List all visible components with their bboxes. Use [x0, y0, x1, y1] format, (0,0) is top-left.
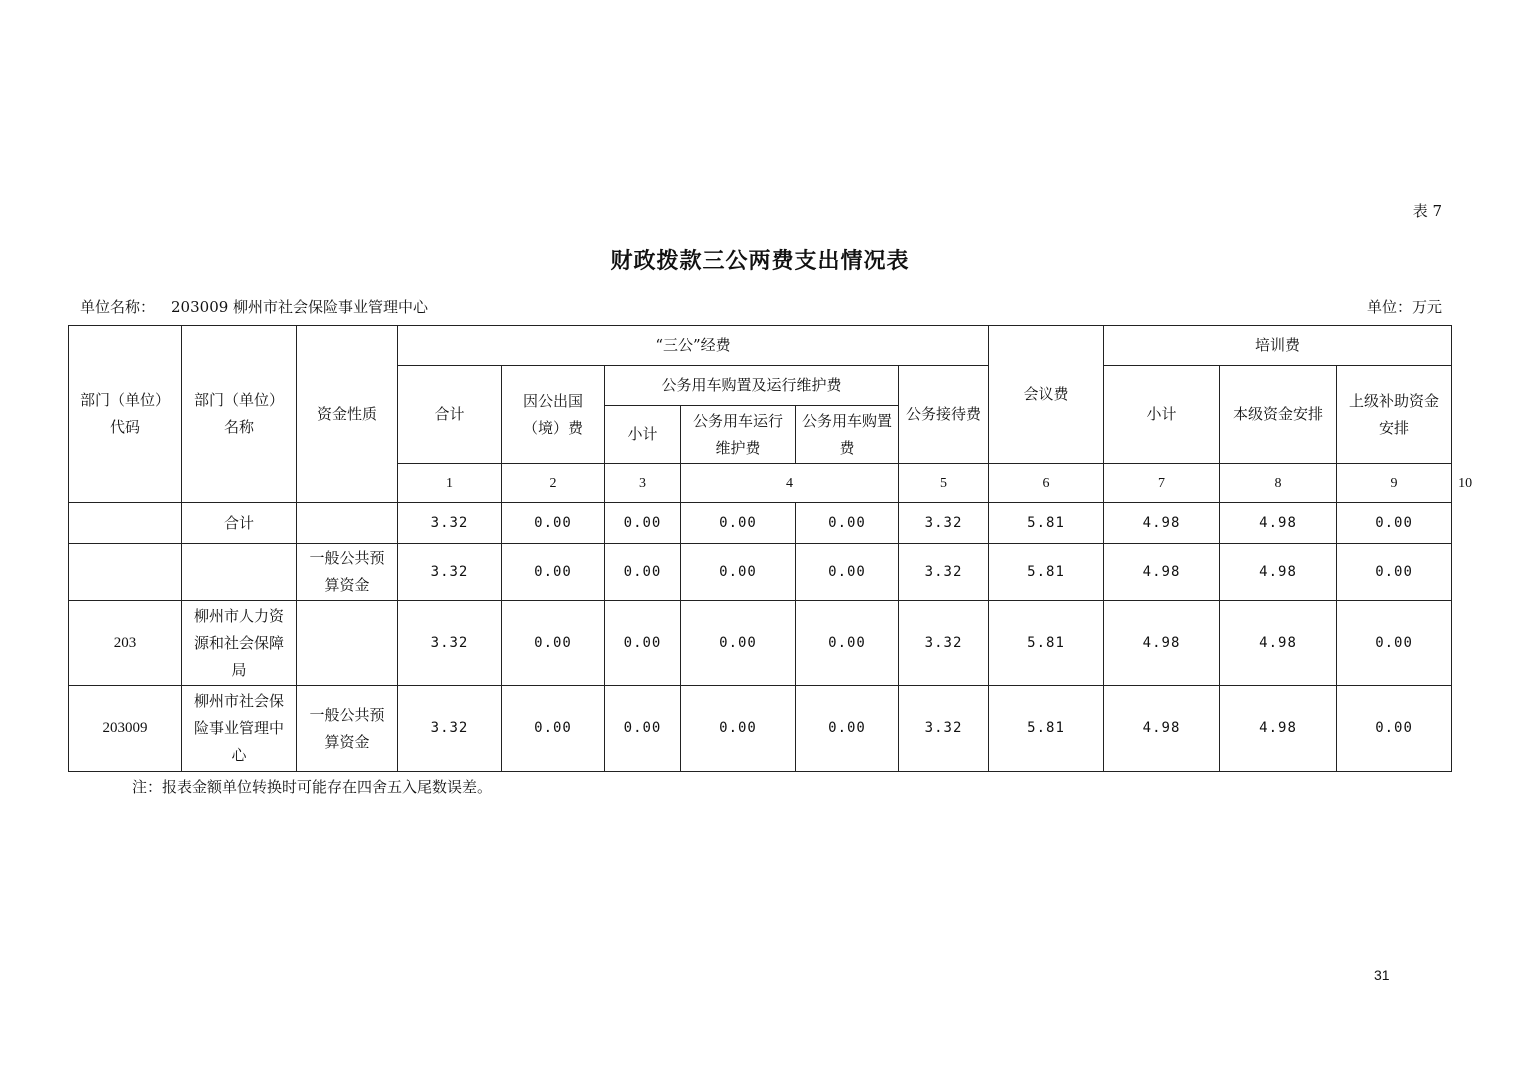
cell-training-subtotal: 4.98 [1104, 686, 1220, 772]
table-number: 表 7 [1412, 202, 1442, 220]
header-vehicle-operation: 公务用车运行维护费 [681, 406, 796, 464]
cell-training-superior: 0.00 [1337, 686, 1452, 772]
header-training-local: 本级资金安排 [1220, 366, 1337, 464]
cell-meeting: 5.81 [989, 503, 1104, 544]
cell-training-superior: 0.00 [1337, 503, 1452, 544]
cell-training-subtotal: 4.98 [1104, 601, 1220, 686]
cell-reception: 3.32 [899, 544, 989, 601]
cell-reception: 3.32 [899, 503, 989, 544]
cell-abroad: 0.00 [502, 601, 605, 686]
header-vehicle-subtotal: 小计 [605, 406, 681, 464]
unit-name-value: 203009 柳州市社会保险事业管理中心 [171, 298, 429, 316]
cell-vehicle-purchase: 0.00 [796, 503, 899, 544]
header-dept-code: 部门（单位）代码 [69, 326, 182, 503]
cell-vehicle-subtotal: 0.00 [605, 601, 681, 686]
cell-meeting: 5.81 [989, 601, 1104, 686]
cell-training-superior: 0.00 [1337, 544, 1452, 601]
cell-total: 3.32 [398, 686, 502, 772]
header-sangong: “三公”经费 [398, 326, 989, 366]
table-row [69, 503, 1452, 544]
column-number: 8 [1220, 464, 1337, 503]
cell-meeting: 5.81 [989, 686, 1104, 772]
row-nature [297, 601, 398, 686]
cell-abroad: 0.00 [502, 503, 605, 544]
table-row [69, 544, 1452, 601]
cell-abroad: 0.00 [502, 544, 605, 601]
header-vehicle-purchase: 公务用车购置费 [796, 406, 899, 464]
header-dept-name: 部门（单位）名称 [182, 326, 297, 503]
column-number: 2 [502, 464, 605, 503]
cell-reception: 3.32 [899, 601, 989, 686]
row-nature: 一般公共预算资金 [297, 544, 398, 601]
page-number: 31 [1374, 967, 1390, 983]
cell-vehicle-operation: 0.00 [681, 686, 796, 772]
header-meeting: 会议费 [989, 326, 1104, 464]
column-number: 4 [681, 464, 899, 503]
row-name: 柳州市社会保险事业管理中心 [182, 686, 297, 772]
row-name [182, 544, 297, 601]
header-training-subtotal: 小计 [1104, 366, 1220, 464]
cell-total: 3.32 [398, 601, 502, 686]
cell-vehicle-operation: 0.00 [681, 503, 796, 544]
footnote: 注：报表金额单位转换时可能存在四舍五入尾数误差。 [132, 778, 493, 796]
cell-training-local: 4.98 [1220, 544, 1337, 601]
row-code [69, 503, 182, 544]
column-number: 6 [989, 464, 1104, 503]
row-code [69, 544, 182, 601]
row-name: 合计 [182, 503, 297, 544]
header-reception: 公务接待费 [899, 366, 989, 464]
column-number: 1 [398, 464, 502, 503]
row-nature [297, 503, 398, 544]
row-code: 203009 [69, 686, 182, 772]
header-fund-nature: 资金性质 [297, 326, 398, 503]
cell-abroad: 0.00 [502, 686, 605, 772]
header-training: 培训费 [1104, 326, 1452, 366]
header-abroad: 因公出国（境）费 [502, 366, 605, 464]
column-number: 9 [1337, 464, 1452, 503]
unit-name [80, 296, 428, 317]
cell-vehicle-subtotal: 0.00 [605, 544, 681, 601]
page-title: 财政拨款三公两费支出情况表 [610, 249, 910, 274]
row-code: 203 [69, 601, 182, 686]
cell-training-local: 4.98 [1220, 686, 1337, 772]
row-nature: 一般公共预算资金 [297, 686, 398, 772]
unit-name-label: 单位名称： [80, 298, 156, 316]
header-vehicle: 公务用车购置及运行维护费 [605, 366, 899, 406]
cell-training-local: 4.98 [1220, 601, 1337, 686]
column-number: 5 [899, 464, 989, 503]
currency-unit: 单位：万元 [1366, 298, 1442, 316]
row-name: 柳州市人力资源和社会保障局 [182, 601, 297, 686]
cell-training-local: 4.98 [1220, 503, 1337, 544]
cell-vehicle-subtotal: 0.00 [605, 503, 681, 544]
header-training-superior: 上级补助资金安排 [1337, 366, 1452, 464]
cell-vehicle-purchase: 0.00 [796, 601, 899, 686]
cell-vehicle-purchase: 0.00 [796, 686, 899, 772]
cell-meeting: 5.81 [989, 544, 1104, 601]
cell-vehicle-operation: 0.00 [681, 601, 796, 686]
expenditure-table: 部门（单位）代码 部门（单位）名称 资金性质 “三公”经费 会议费 培训费 合计 因公出国（境）费 公务用车购置及运行维护费 公务接待费 小计 本级资金安排 上级补助资金安排 小计 公务用车运行维护费 公务用车购置费 1 2 3 4 5 6 7 8 9 10 合计 3.32 0.00 0.00 0.00 0.00 3.32 5.81 4.98 4.98 0.00 一般公共预算资金 3.32 0.00 0.00 0.00 0.00 3.32 5.81 4.98 4.98 0.00 203 柳州市人力资源和社会保障局 3.32 0.00 0.00 0.00 0.00 3.32 5.81 4.98 4.98 0.00 203009 柳州市社会保险事业管理中心 一般公共预算资金 3.32 0.00 0.00 0.00 0.00 3.32 5.81 4.98 4.98 0.00 [68, 325, 1452, 772]
cell-reception: 3.32 [899, 686, 989, 772]
cell-training-superior: 0.00 [1337, 601, 1452, 686]
table-row [69, 686, 1452, 772]
table-row [69, 601, 1452, 686]
column-number: 7 [1104, 464, 1220, 503]
cell-vehicle-subtotal: 0.00 [605, 686, 681, 772]
header-total: 合计 [398, 366, 502, 464]
cell-total: 3.32 [398, 544, 502, 601]
column-number: 3 [605, 464, 681, 503]
cell-vehicle-operation: 0.00 [681, 544, 796, 601]
cell-training-subtotal: 4.98 [1104, 544, 1220, 601]
cell-total: 3.32 [398, 503, 502, 544]
cell-vehicle-purchase: 0.00 [796, 544, 899, 601]
cell-training-subtotal: 4.98 [1104, 503, 1220, 544]
